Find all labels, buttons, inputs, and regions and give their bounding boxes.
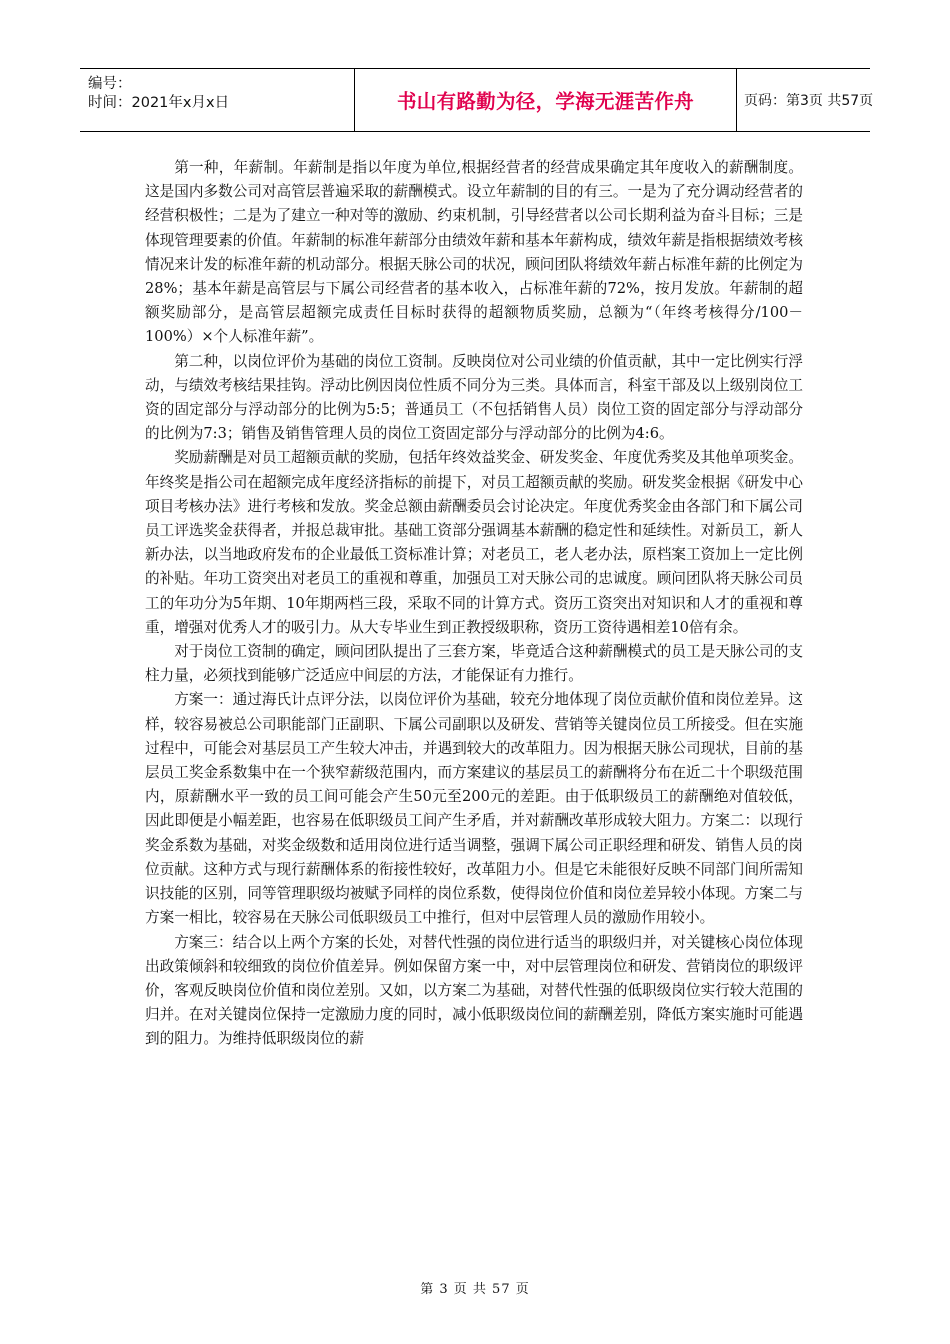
paragraph: 第二种，以岗位评价为基础的岗位工资制。反映岗位对公司业绩的价值贡献，其中一定比例实行浮动，与绩效考核结果挂钩。浮动比例因岗位性质不同分为三类。具体而言，科室干部及以上级别岗位工资的固定部分与浮动部分的比例为5:5；普通员工（不包括销售人员）岗位工资的固定部分与浮动部分的比例为7:3；销售及销售管理人员的岗位工资固定部分与浮动部分的比例为4:6。: [145, 352, 803, 443]
document-body: [145, 156, 803, 1052]
paragraph: 方案一：通过海氏计点评分法，以岗位评价为基础，较充分地体现了岗位贡献价值和岗位差异。这样，较容易被总公司职能部门正副职、下属公司副职以及研发、营销等关键岗位员工所接受。但在实施过程中，可能会对基层员工产生较大冲击，并遇到较大的改革阻力。因为根据天脉公司现状，目前的基层员工奖金系数集中在一个狭窄薪级范围内，而方案建议的基层员工的薪酬将分布在近二十个职级范围内，原薪酬水平一致的员工间可能会产生50元至200元的差距。由于低职级员工的薪酬绝对值较低，因此即便是小幅差距，也容易在低职级员工间产生矛盾，并对薪酬改革形成较大阻力。方案二：以现行奖金系数为基础，对奖金级数和适用岗位进行适当调整，强调下属公司正职经理和研发、销售人员的岗位贡献。这种方式与现行薪酬体系的衔接性较好，改革阻力小。但是它未能很好反映不同部门间所需知识技能的区别，同等管理职级均被赋予同样的岗位系数，使得岗位价值和岗位差异较小体现。方案二与方案一相比，较容易在天脉公司低职级员工中推行，但对中层管理人员的激励作用较小。: [145, 691, 803, 927]
page-footer: 第 3 页 共 57 页: [420, 1282, 530, 1297]
header-meta: [80, 69, 270, 131]
header-page-number: 页码：第3页 共57页: [744, 93, 874, 109]
paragraph: 对于岗位工资制的确定，顾问团队提出了三套方案，毕竟适合这种薪酬模式的员工是天脉公司的支柱力量，必须找到能够广泛适应中间层的方法，才能保证有力推行。: [145, 643, 803, 685]
page-header: [80, 68, 874, 132]
paragraph: 奖励薪酬是对员工超额贡献的奖励，包括年终效益奖金、研发奖金、年度优秀奖及其他单项奖金。年终奖是指公司在超额完成年度经济指标的前提下，对员工超额贡献的奖励。研发奖金根据《研发中心项目考核办法》进行考核和发放。奖金总额由薪酬委员会讨论决定。年度优秀奖金由各部门和下属公司员工评选奖金获得者，并报总裁审批。基础工资部分强调基本薪酬的稳定性和延续性。对新员工，新人新办法，以当地政府发布的企业最低工资标准计算；对老员工，老人老办法，原档案工资加上一定比例的补贴。年功工资突出对老员工的重视和尊重，加强员工对天脉公司的忠诚度。顾问团队将天脉公司员工的年功分为5年期、10年期两档三段，采取不同的计算方式。资历工资突出对知识和人才的重视和尊重，增强对优秀人才的吸引力。从大专毕业生到正教授级职称，资历工资待遇相差10倍有余。: [145, 449, 803, 636]
code-label: 编号：: [88, 76, 132, 92]
paragraph: 方案三：结合以上两个方案的长处，对替代性强的岗位进行适当的职级归并，对关键核心岗位体现出政策倾斜和较细致的岗位价值差异。例如保留方案一中，对中层管理岗位和研发、营销岗位的职级评价，客观反映岗位价值和岗位差别。又如，以方案二为基础，对替代性强的低职级岗位实行较大范围的归并。在对关键岗位保持一定激励力度的同时，减小低职级岗位间的薪酬差别，降低方案实施时可能遇到的阻力。为维持低职级岗位的薪: [145, 933, 803, 1048]
header-divider: [736, 69, 737, 131]
time-label: 时间：2021年x月x日: [88, 95, 230, 111]
header-motto: 书山有路勤为径，学海无涯苦作舟: [396, 90, 694, 113]
paragraph: 第一种，年薪制。年薪制是指以年度为单位,根据经营者的经营成果确定其年度收入的薪酬制度。这是国内多数公司对高管层普遍采取的薪酬模式。设立年薪制的目的有三。一是为了充分调动经营者的经营积极性；二是为了建立一种对等的激励、约束机制，引导经营者以公司长期利益为奋斗目标；三是体现管理要素的价值。年薪制的标准年薪部分由绩效年薪和基本年薪构成，绩效年薪是指根据绩效考核情况来计发的标准年薪的机动部分。根据天脉公司的状况，顾问团队将绩效年薪占标准年薪的比例定为28%；基本年薪是高管层与下属公司经营者的基本收入，占标准年薪的72%，按月发放。年薪制的超额奖励部分，是高管层超额完成责任目标时获得的超额物质奖励，总额为“（年终考核得分/100－100%）×个人标准年薪”。: [145, 159, 803, 346]
